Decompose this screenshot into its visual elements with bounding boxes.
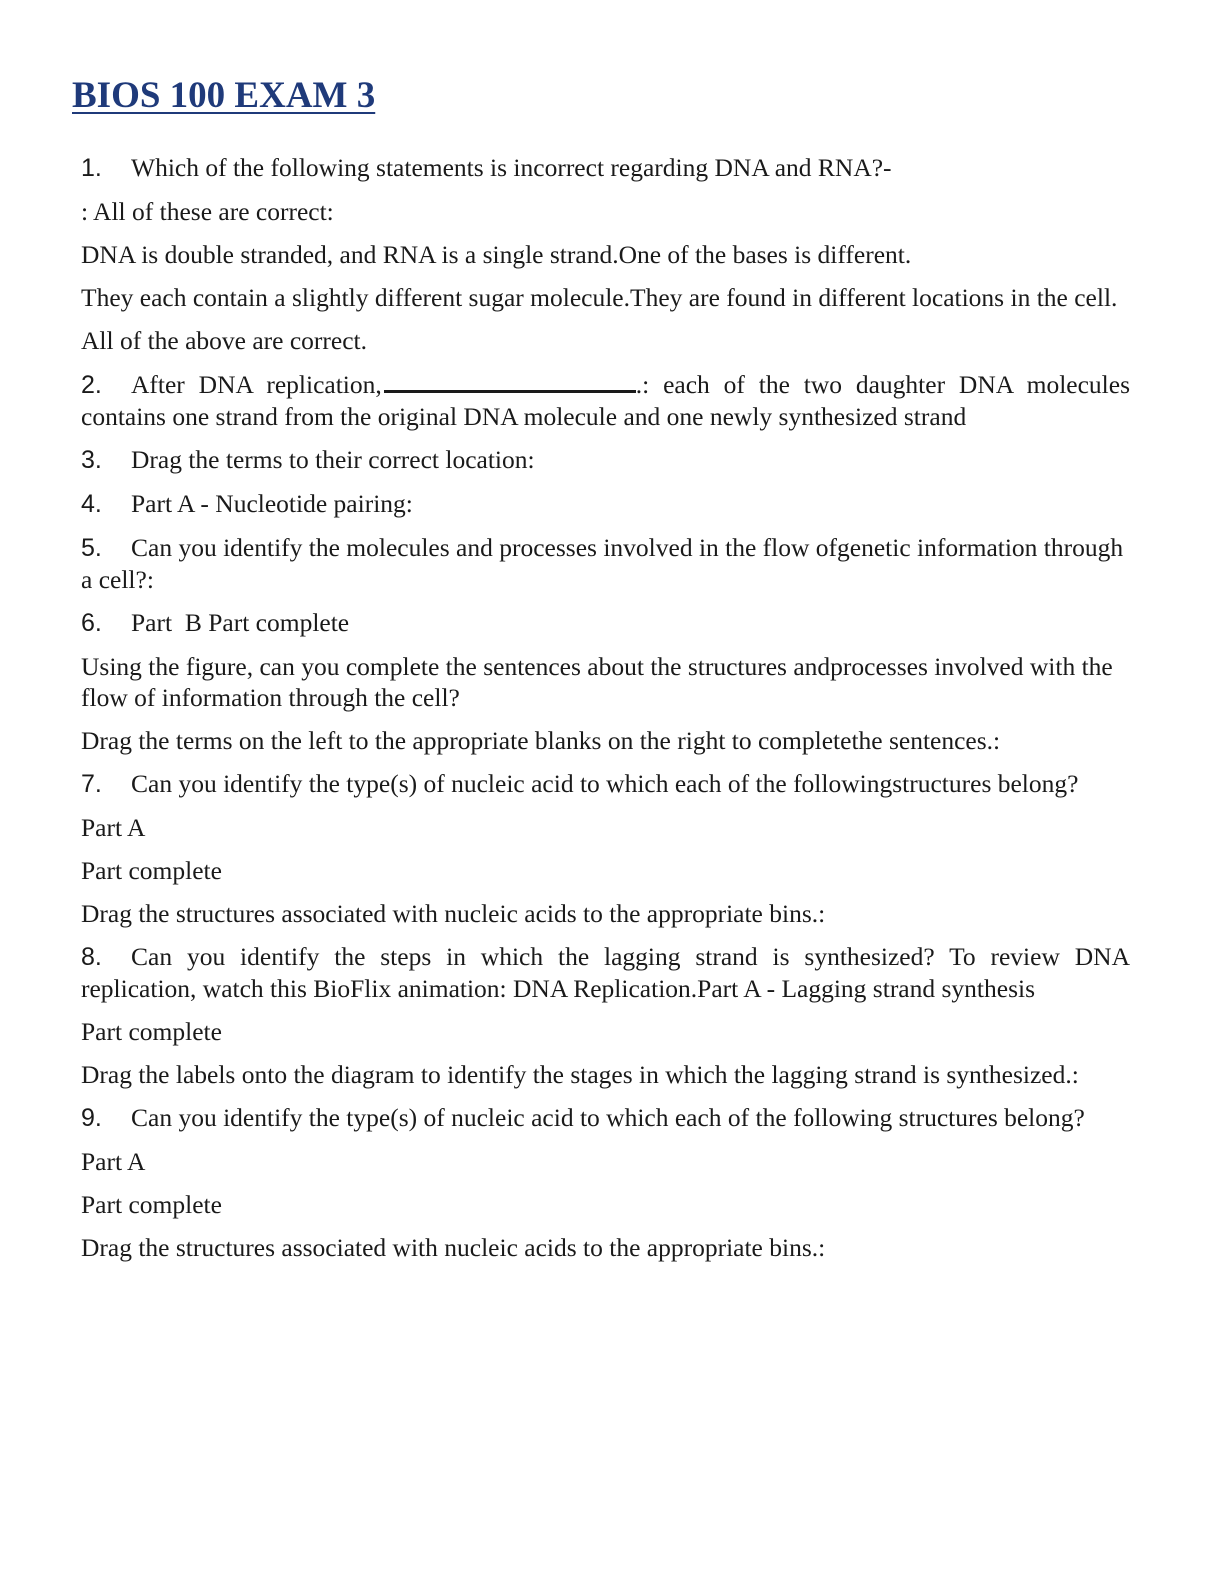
- question-2: [81, 368, 1130, 432]
- part-status: Part complete: [81, 856, 222, 885]
- part-label: Part A: [81, 1147, 146, 1176]
- instruction-line: Drag the structures associated with nucleic acids to the appropriate bins.:: [81, 899, 826, 928]
- question-6: [81, 607, 1130, 756]
- question-list: [81, 152, 1130, 1263]
- question-prompt: Part B Part complete: [131, 608, 350, 637]
- part-status: Part complete: [81, 1017, 222, 1046]
- question-prompt: Can you identify the steps in which the lagging strand is synthesized? To review DNA replication, watch this BioFlix animation: DNA Replication.Part A - Lagging strand synthesis: [81, 942, 1130, 1003]
- question-text: [81, 1102, 1130, 1134]
- instruction-line: Drag the structures associated with nucleic acids to the appropriate bins.:: [81, 1233, 826, 1262]
- question-prompt: Which of the following statements is incorrect regarding DNA and RNA?-: [131, 153, 892, 182]
- instruction-line: Drag the terms on the left to the appropriate blanks on the right to completethe sentences.:: [81, 726, 1001, 755]
- question-text: [81, 488, 1130, 520]
- answer-line: All of the above are correct.: [81, 326, 368, 355]
- question-number: 8.: [81, 943, 102, 971]
- question-prompt: Part A - Nucleotide pairing:: [131, 489, 413, 518]
- question-8: [81, 941, 1130, 1090]
- question-3: [81, 444, 1130, 476]
- question-number: 4.: [81, 490, 102, 518]
- question-number: 9.: [81, 1104, 102, 1132]
- question-text: [81, 444, 1130, 476]
- question-7: [81, 768, 1130, 929]
- answer-line: : All of these are correct:: [81, 197, 334, 226]
- question-prompt-start: After DNA replication,: [131, 370, 382, 399]
- question-prompt: Drag the terms to their correct location:: [131, 445, 535, 474]
- question-prompt: Can you identify the type(s) of nucleic acid to which each of the following structures belong?: [131, 1103, 1085, 1132]
- question-text: [81, 768, 1130, 800]
- question-number: 2.: [81, 371, 102, 399]
- question-number: 3.: [81, 446, 102, 474]
- question-4: [81, 488, 1130, 520]
- part-status: Part complete: [81, 1190, 222, 1219]
- question-5: [81, 532, 1130, 595]
- instruction-line: Using the figure, can you complete the sentences about the structures andprocesses involved with the flow of information through the cell?: [81, 652, 1113, 712]
- question-number: 7.: [81, 770, 102, 798]
- question-prompt: Can you identify the type(s) of nucleic acid to which each of the followingstructures belong?: [131, 769, 1079, 798]
- question-text: [81, 152, 1130, 184]
- question-9: [81, 1102, 1130, 1263]
- question-number: 5.: [81, 534, 102, 562]
- question-prompt-end: .: each of the two daughter DNA molecules contains one strand from the original DNA molecule and one newly synthesized strand: [81, 370, 1130, 431]
- question-number: 6.: [81, 609, 102, 637]
- part-label: Part A: [81, 813, 146, 842]
- question-text: [81, 941, 1130, 1004]
- answer-line: DNA is double stranded, and RNA is a single strand.One of the bases is different.: [81, 240, 912, 269]
- question-text: [81, 607, 1130, 639]
- fill-in-blank: [384, 368, 636, 393]
- question-text: [81, 368, 1130, 432]
- question-prompt: Can you identify the molecules and processes involved in the flow ofgenetic information through a cell?:: [81, 533, 1124, 594]
- question-text: [81, 532, 1130, 595]
- answer-line: They each contain a slightly different sugar molecule.They are found in different locations in the cell.: [81, 283, 1118, 312]
- question-number: 1.: [81, 154, 102, 182]
- document-title: BIOS 100 EXAM 3: [72, 75, 376, 116]
- question-1: [81, 152, 1130, 356]
- instruction-line: Drag the labels onto the diagram to identify the stages in which the lagging strand is synthesized.:: [81, 1060, 1079, 1089]
